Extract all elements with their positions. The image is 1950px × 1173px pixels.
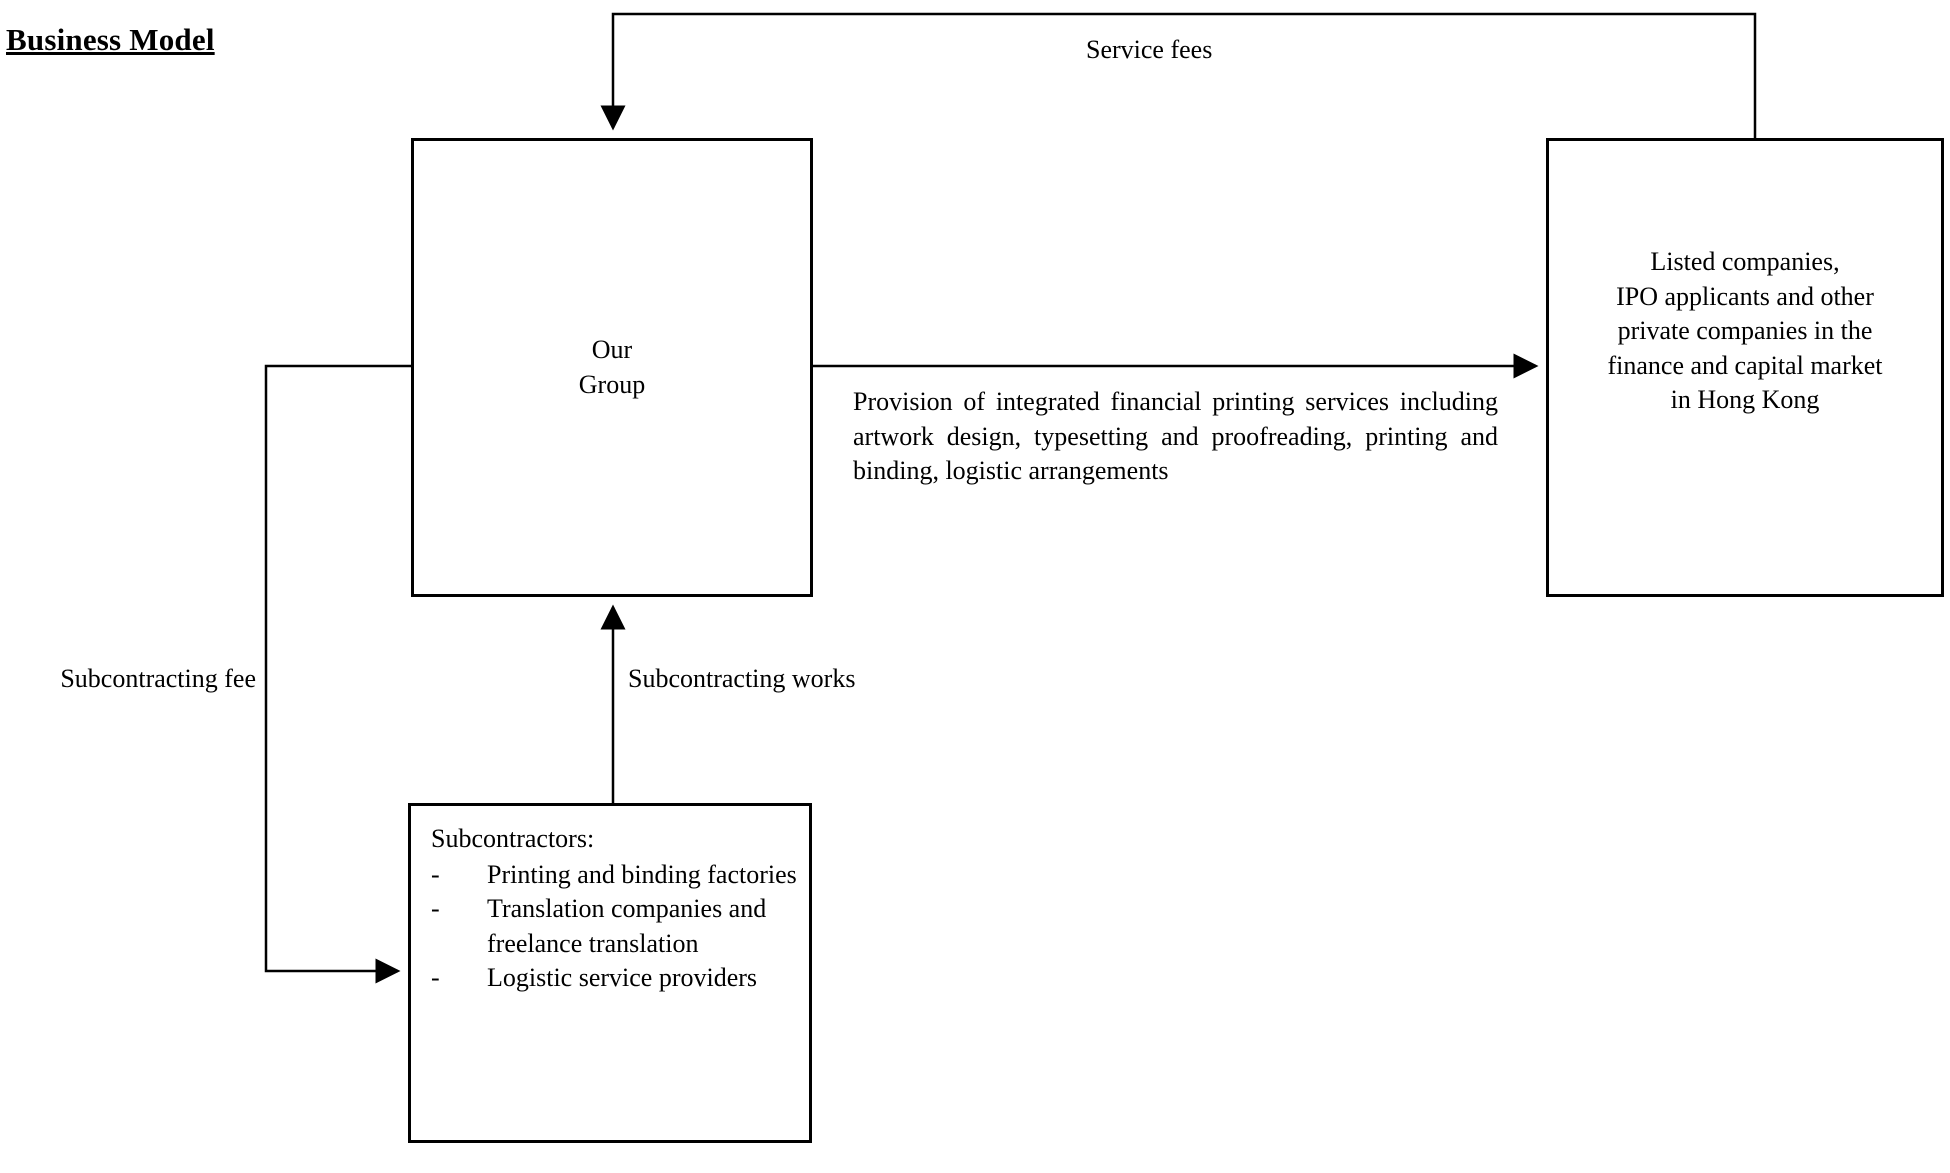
- list-bullet-dash: -: [431, 894, 440, 924]
- node-our-group-line2: Group: [578, 369, 646, 399]
- edge-label-service-fees: Service fees: [1086, 35, 1213, 64]
- list-item: [431, 858, 801, 893]
- edge-subcontracting-fee-path: [266, 366, 411, 971]
- page-title: Business Model: [6, 22, 215, 57]
- list-item: [431, 892, 801, 961]
- node-clients-line-4: finance and capital market: [1607, 350, 1883, 380]
- node-clients-line-5: in Hong Kong: [1670, 385, 1820, 415]
- node-subcontractors-list: [431, 858, 801, 996]
- node-clients-line-1: Listed companies,: [1650, 247, 1840, 276]
- node-subcontractors-heading: Subcontractors:: [431, 824, 595, 853]
- edge-label-subcontracting-works: Subcontracting works: [628, 664, 856, 693]
- list-item: [431, 961, 801, 996]
- node-clients-line-2: IPO applicants and other: [1616, 281, 1874, 311]
- node-clients-label: [1549, 245, 1941, 418]
- node-our-group-label: [414, 333, 810, 402]
- list-bullet-dash: -: [431, 963, 440, 993]
- list-item-label: Logistic service providers: [487, 963, 758, 993]
- list-item-label: Translation companies and freelance translation: [487, 894, 767, 958]
- node-our-group-line1: Our: [591, 335, 633, 364]
- edge-label-provision: Provision of integrated financial printing services including artwork design, typesetting and proofreading, printing and binding, logistic arrangements: [853, 387, 1498, 486]
- edge-label-subcontracting-fee: Subcontracting fee: [60, 664, 256, 693]
- node-clients-line-3: private companies in the: [1617, 316, 1873, 346]
- node-subcontractors-content: [431, 822, 801, 996]
- node-our-group: [411, 138, 813, 597]
- list-item-label: Printing and binding factories: [487, 859, 797, 889]
- node-subcontractors: [408, 803, 812, 1143]
- node-clients: [1546, 138, 1944, 597]
- list-bullet-dash: -: [431, 859, 440, 889]
